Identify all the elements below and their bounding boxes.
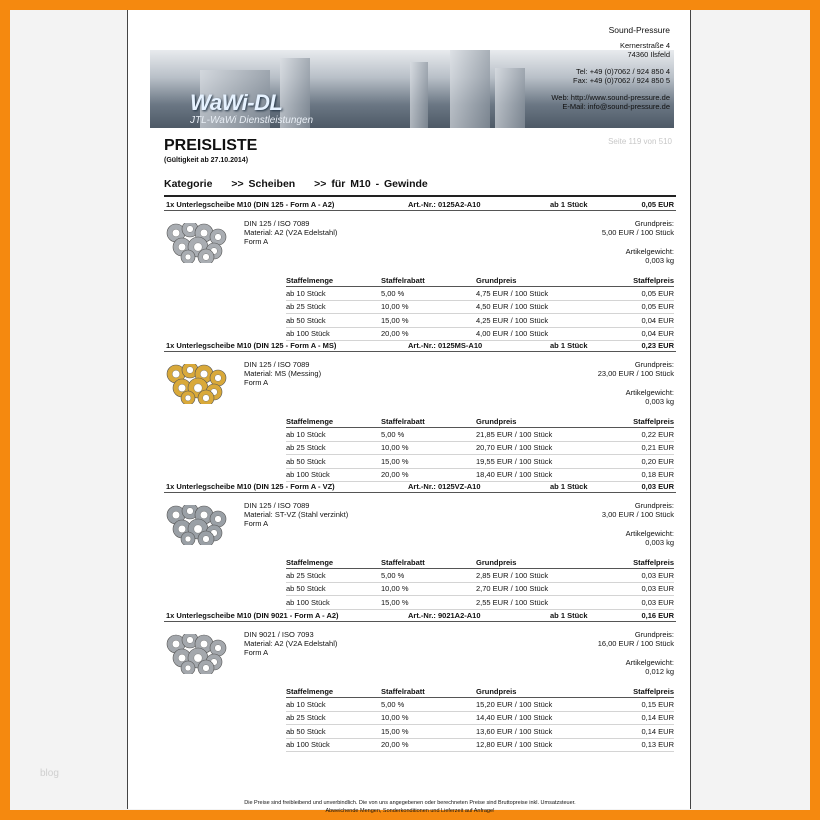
base-price-label: Grundpreis: — [634, 501, 674, 510]
tier-header-row — [286, 416, 674, 428]
tier-base: 15,20 EUR / 100 Stück — [476, 698, 596, 712]
weight-label: Artikelgewicht: — [625, 529, 674, 538]
tier-row — [286, 582, 674, 596]
tier-price: 0,18 EUR — [596, 468, 674, 482]
tier-qty: ab 10 Stück — [286, 428, 381, 442]
col-discount: Staffelrabatt — [381, 557, 476, 569]
weight-label: Artikelgewicht: — [625, 388, 674, 397]
tier-base: 4,75 EUR / 100 Stück — [476, 287, 596, 301]
weight-box — [626, 247, 674, 265]
tier-row — [286, 698, 674, 712]
validity-date: (Gültigkeit ab 27.10.2014) — [164, 157, 249, 164]
tier-discount: 5,00 % — [381, 287, 476, 301]
base-price-label: Grundpreis: — [634, 630, 674, 639]
product-block — [164, 609, 676, 750]
tier-price: 0,05 EUR — [596, 287, 674, 301]
product-body — [164, 352, 676, 480]
tier-discount: 10,00 % — [381, 711, 476, 725]
divider — [164, 195, 676, 197]
base-price: 23,00 EUR / 100 Stück — [597, 369, 674, 378]
email-link[interactable]: E-Mail: info@sound-pressure.de — [562, 102, 670, 111]
fax: Fax: +49 (0)7062 / 924 850 5 — [573, 76, 670, 85]
weight-box — [626, 658, 674, 676]
washer-image — [166, 634, 230, 674]
tier-row — [286, 314, 674, 328]
breadcrumb — [164, 178, 442, 190]
product-standard: DIN 125 / ISO 7089 — [244, 219, 310, 228]
product-body — [164, 493, 676, 621]
tier-base: 2,55 EUR / 100 Stück — [476, 596, 596, 610]
tier-row — [286, 441, 674, 455]
col-base: Grundpreis — [476, 557, 596, 569]
product-name: 1x Unterlegscheibe M10 (DIN 125 - Form A - VZ) — [166, 482, 335, 491]
tier-price: 0,04 EUR — [596, 314, 674, 328]
article-number: Art.-Nr.: 0125A2-A10 — [408, 200, 481, 209]
product-form: Form A — [244, 237, 269, 246]
product-standard: DIN 125 / ISO 7089 — [244, 501, 310, 510]
min-quantity: ab 1 Stück — [550, 482, 588, 491]
watermark: blog — [40, 768, 59, 779]
product-block — [164, 480, 676, 621]
tier-base: 20,70 EUR / 100 Stück — [476, 441, 596, 455]
tier-discount: 15,00 % — [381, 314, 476, 328]
tier-row — [286, 711, 674, 725]
col-tier: Staffelpreis — [596, 557, 674, 569]
col-base: Grundpreis — [476, 416, 596, 428]
tier-row — [286, 287, 674, 301]
base-price-label: Grundpreis: — [634, 219, 674, 228]
weight-box — [626, 529, 674, 547]
tier-header-row — [286, 686, 674, 698]
footer-line-1: Die Preise sind freibleibend und unverbindlich. Die von uns angegebenen oder berechneten Preise sind Bruttopreise inkl. Umsatzsteuer. — [244, 800, 576, 806]
product-material: Material: A2 (V2A Edelstahl) — [244, 228, 338, 237]
tier-discount: 20,00 % — [381, 327, 476, 341]
col-discount: Staffelrabatt — [381, 275, 476, 287]
product-description — [244, 219, 337, 246]
tier-table — [286, 416, 674, 482]
weight-label: Artikelgewicht: — [625, 658, 674, 667]
col-tier: Staffelpreis — [596, 275, 674, 287]
tier-price: 0,03 EUR — [596, 596, 674, 610]
col-base: Grundpreis — [476, 686, 596, 698]
product-header — [164, 198, 676, 211]
tier-price: 0,15 EUR — [596, 698, 674, 712]
weight-value: 0,012 kg — [645, 667, 674, 676]
tier-discount: 10,00 % — [381, 300, 476, 314]
product-name: 1x Unterlegscheibe M10 (DIN 125 - Form A - MS) — [166, 341, 337, 350]
col-qty: Staffelmenge — [286, 686, 381, 698]
col-discount: Staffelrabatt — [381, 686, 476, 698]
washer-image — [166, 364, 230, 404]
tier-base: 2,85 EUR / 100 Stück — [476, 569, 596, 583]
base-price-box — [602, 501, 674, 519]
company-address — [551, 26, 670, 111]
tier-qty: ab 50 Stück — [286, 455, 381, 469]
product-description — [244, 501, 348, 528]
unit-price: 0,03 EUR — [641, 482, 674, 491]
tier-row — [286, 569, 674, 583]
tier-base: 18,40 EUR / 100 Stück — [476, 468, 596, 482]
col-base: Grundpreis — [476, 275, 596, 287]
tier-header-row — [286, 275, 674, 287]
tier-price: 0,14 EUR — [596, 711, 674, 725]
tier-qty: ab 100 Stück — [286, 327, 381, 341]
phone: Tel: +49 (0)7062 / 924 850 4 — [575, 67, 670, 76]
weight-box — [626, 388, 674, 406]
tier-discount: 20,00 % — [381, 468, 476, 482]
tier-base: 4,25 EUR / 100 Stück — [476, 314, 596, 328]
tier-base: 13,60 EUR / 100 Stück — [476, 725, 596, 739]
washer-image — [166, 223, 230, 263]
tier-discount: 20,00 % — [381, 738, 476, 752]
breadcrumb-m10: >> für M10 - Gewinde — [314, 178, 428, 190]
weight-value: 0,003 kg — [645, 538, 674, 547]
tier-price: 0,14 EUR — [596, 725, 674, 739]
article-number: Art.-Nr.: 0125VZ-A10 — [408, 482, 481, 491]
tier-header-row — [286, 557, 674, 569]
base-price-label: Grundpreis: — [634, 360, 674, 369]
product-material: Material: ST-VZ (Stahl verzinkt) — [244, 510, 349, 519]
tier-price: 0,21 EUR — [596, 441, 674, 455]
product-description — [244, 630, 337, 657]
unit-price: 0,05 EUR — [641, 200, 674, 209]
tier-base: 4,50 EUR / 100 Stück — [476, 300, 596, 314]
product-description — [244, 360, 321, 387]
tier-qty: ab 25 Stück — [286, 300, 381, 314]
tier-price: 0,04 EUR — [596, 327, 674, 341]
tier-qty: ab 100 Stück — [286, 738, 381, 752]
tier-price: 0,03 EUR — [596, 582, 674, 596]
tier-qty: ab 50 Stück — [286, 582, 381, 596]
base-price: 16,00 EUR / 100 Stück — [597, 639, 674, 648]
product-form: Form A — [244, 648, 269, 657]
tier-discount: 5,00 % — [381, 428, 476, 442]
tier-base: 2,70 EUR / 100 Stück — [476, 582, 596, 596]
product-standard: DIN 125 / ISO 7089 — [244, 360, 310, 369]
tier-base: 4,00 EUR / 100 Stück — [476, 327, 596, 341]
col-discount: Staffelrabatt — [381, 416, 476, 428]
product-name: 1x Unterlegscheibe M10 (DIN 9021 - Form A - A2) — [166, 611, 339, 620]
breadcrumb-category: Kategorie — [164, 178, 213, 190]
product-name: 1x Unterlegscheibe M10 (DIN 125 - Form A - A2) — [166, 200, 335, 209]
tier-qty: ab 10 Stück — [286, 698, 381, 712]
tier-discount: 10,00 % — [381, 582, 476, 596]
tier-row — [286, 596, 674, 610]
tier-base: 21,85 EUR / 100 Stück — [476, 428, 596, 442]
footer — [128, 799, 692, 815]
min-quantity: ab 1 Stück — [550, 200, 588, 209]
price-list-page — [127, 10, 691, 814]
tier-qty: ab 10 Stück — [286, 287, 381, 301]
page-number: Seite 119 von 510 — [608, 137, 672, 146]
col-qty: Staffelmenge — [286, 416, 381, 428]
product-standard: DIN 9021 / ISO 7093 — [244, 630, 314, 639]
product-form: Form A — [244, 519, 269, 528]
tier-table — [286, 275, 674, 341]
product-body — [164, 622, 676, 750]
logo: WaWi-DL — [190, 90, 283, 115]
tier-qty: ab 50 Stück — [286, 314, 381, 328]
product-material: Material: MS (Messing) — [244, 369, 322, 378]
product-header — [164, 480, 676, 493]
tier-discount: 10,00 % — [381, 441, 476, 455]
col-tier: Staffelpreis — [596, 686, 674, 698]
footer-line-2: Abweichende Mengen, Sonderkonditionen und Lieferzeit auf Anfrage! — [325, 808, 495, 814]
tier-qty: ab 25 Stück — [286, 441, 381, 455]
tier-discount: 15,00 % — [381, 596, 476, 610]
unit-price: 0,16 EUR — [641, 611, 674, 620]
tier-row — [286, 300, 674, 314]
product-form: Form A — [244, 378, 269, 387]
col-qty: Staffelmenge — [286, 275, 381, 287]
washer-image — [166, 505, 230, 545]
base-price-box — [602, 219, 674, 237]
website-link[interactable]: Web: http://www.sound-pressure.de — [551, 93, 670, 102]
product-header — [164, 339, 676, 352]
tier-base: 19,55 EUR / 100 Stück — [476, 455, 596, 469]
tier-price: 0,20 EUR — [596, 455, 674, 469]
tier-price: 0,13 EUR — [596, 738, 674, 752]
tier-price: 0,22 EUR — [596, 428, 674, 442]
weight-label: Artikelgewicht: — [625, 247, 674, 256]
product-block — [164, 198, 676, 339]
article-number: Art.-Nr.: 9021A2-A10 — [408, 611, 481, 620]
company-name: Sound-Pressure — [608, 25, 670, 35]
weight-value: 0,003 kg — [645, 256, 674, 265]
weight-value: 0,003 kg — [645, 397, 674, 406]
base-price: 3,00 EUR / 100 Stück — [601, 510, 674, 519]
base-price: 5,00 EUR / 100 Stück — [601, 228, 674, 237]
col-qty: Staffelmenge — [286, 557, 381, 569]
tier-qty: ab 25 Stück — [286, 569, 381, 583]
tier-price: 0,03 EUR — [596, 569, 674, 583]
tier-row — [286, 428, 674, 442]
col-tier: Staffelpreis — [596, 416, 674, 428]
tier-table — [286, 557, 674, 610]
street: Kernerstraße 4 — [619, 41, 670, 50]
page-title: PREISLISTE — [164, 137, 258, 154]
tier-qty: ab 100 Stück — [286, 596, 381, 610]
min-quantity: ab 1 Stück — [550, 341, 588, 350]
base-price-box — [598, 630, 674, 648]
tier-row — [286, 738, 674, 752]
tier-row — [286, 725, 674, 739]
breadcrumb-washers: >> Scheiben — [231, 178, 296, 190]
base-price-box — [598, 360, 674, 378]
tier-discount: 5,00 % — [381, 698, 476, 712]
tier-row — [286, 455, 674, 469]
tier-discount: 15,00 % — [381, 725, 476, 739]
article-number: Art.-Nr.: 0125MS-A10 — [408, 341, 483, 350]
tier-qty: ab 25 Stück — [286, 711, 381, 725]
product-material: Material: A2 (V2A Edelstahl) — [244, 639, 338, 648]
logo-subtitle: JTL-WaWi Dienstleistungen — [190, 115, 314, 126]
product-body — [164, 211, 676, 339]
product-header — [164, 609, 676, 622]
tier-price: 0,05 EUR — [596, 300, 674, 314]
min-quantity: ab 1 Stück — [550, 611, 588, 620]
tier-discount: 5,00 % — [381, 569, 476, 583]
city: 74360 Ilsfeld — [627, 50, 670, 59]
tier-base: 12,80 EUR / 100 Stück — [476, 738, 596, 752]
tier-table — [286, 686, 674, 752]
tier-qty: ab 100 Stück — [286, 468, 381, 482]
tier-discount: 15,00 % — [381, 455, 476, 469]
tier-qty: ab 50 Stück — [286, 725, 381, 739]
tier-base: 14,40 EUR / 100 Stück — [476, 711, 596, 725]
unit-price: 0,23 EUR — [641, 341, 674, 350]
product-block — [164, 339, 676, 480]
